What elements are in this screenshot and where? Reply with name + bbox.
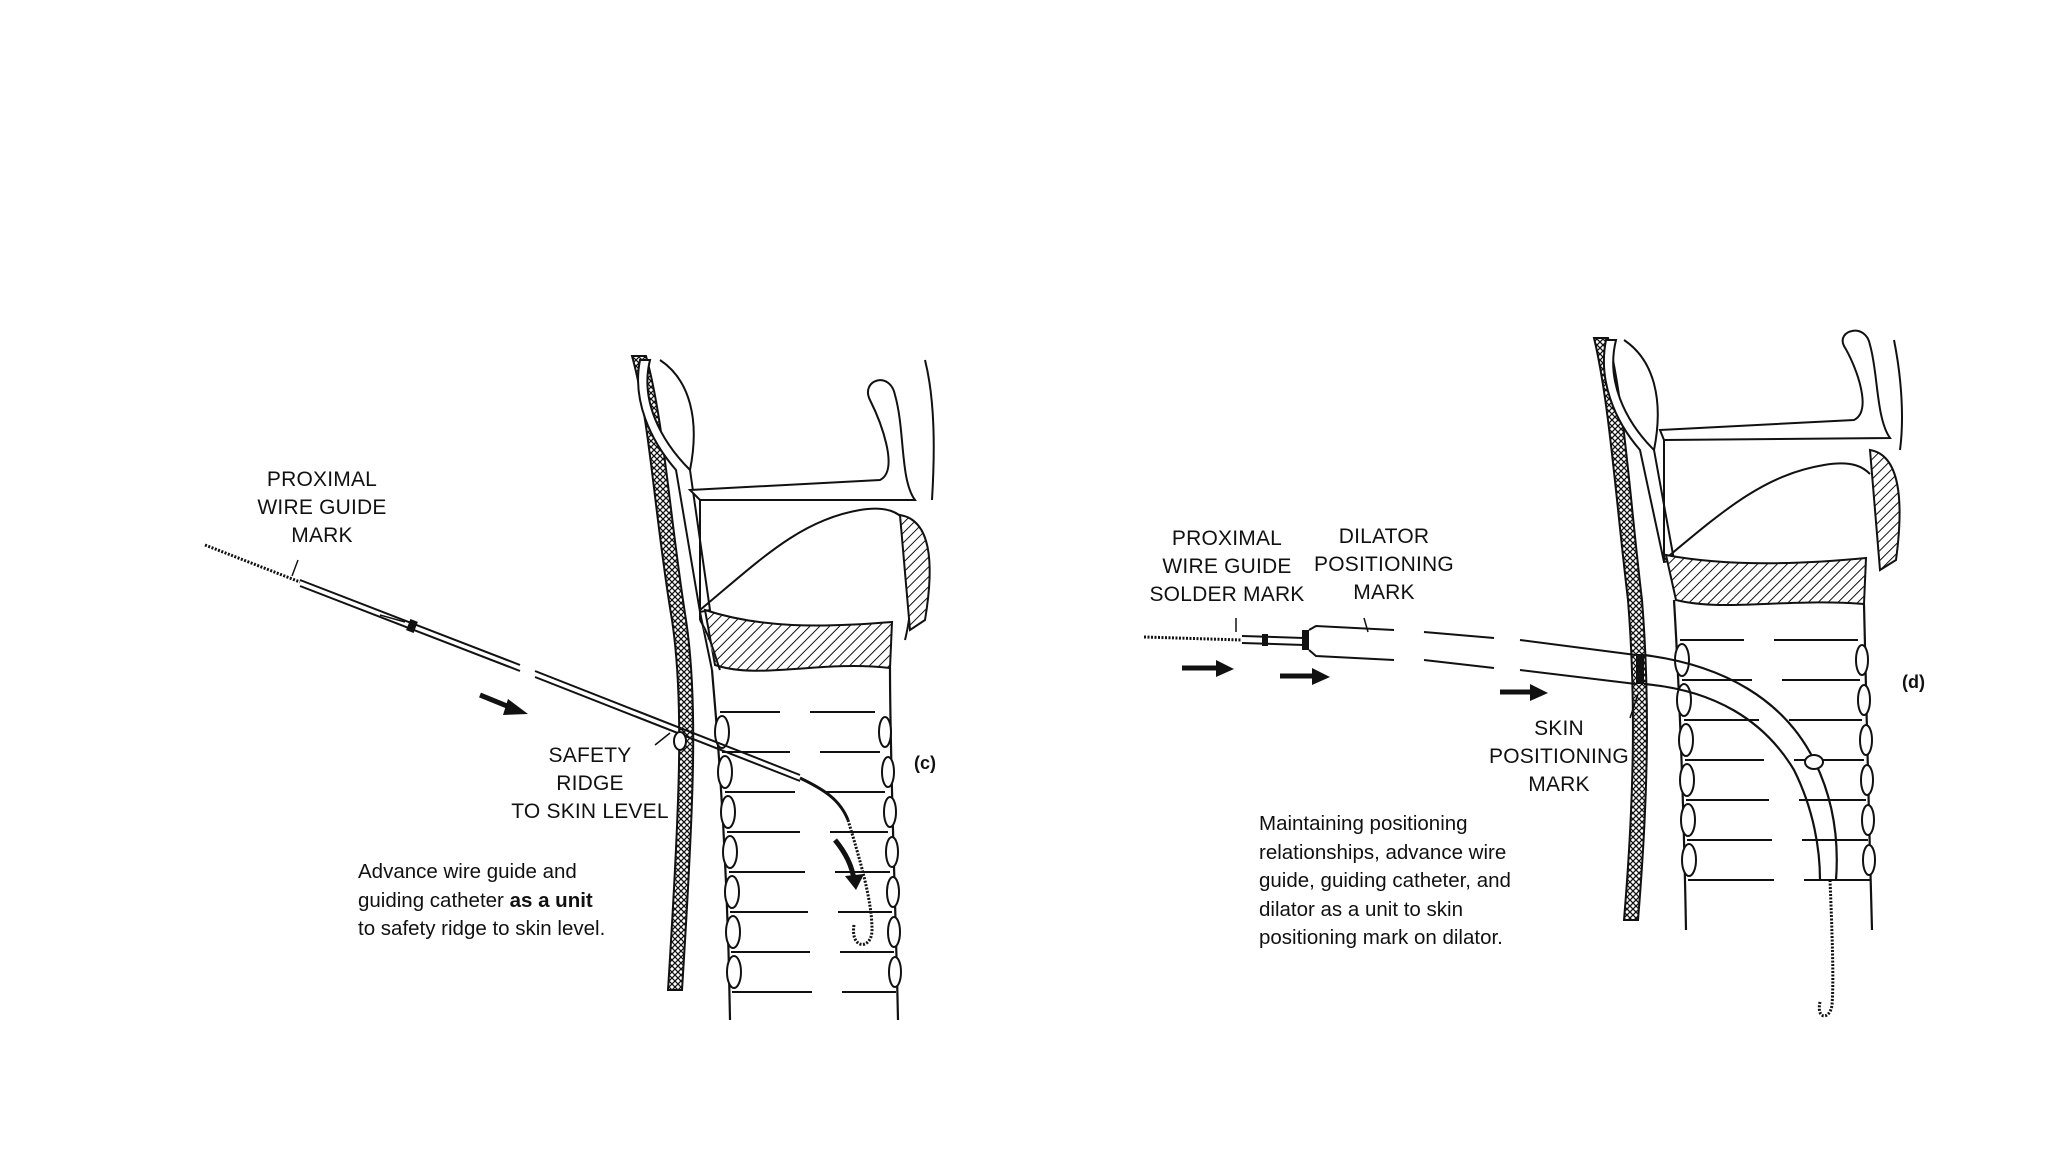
skin-positioning-mark-d: [1636, 654, 1644, 684]
wire-guide-c: [205, 545, 300, 582]
guiding-catheter-d: [1242, 636, 1304, 645]
safety-ridge-c: [674, 732, 686, 750]
hyoid-d: [1660, 331, 1890, 440]
dilator-positioning-mark-label: DILATOR POSITIONING MARK: [1314, 525, 1454, 604]
panel-d-caption: Maintaining positioning relationships, advance wire guide, guiding catheter, and dilator as a unit to skin positioning mark on dilator.: [1259, 812, 1511, 949]
wire-guide-d: [1144, 637, 1242, 640]
tracheal-rings-d: [1675, 640, 1875, 880]
panel-c-tag: (c): [914, 753, 936, 773]
proximal-wire-guide-mark-label: PROXIMAL WIRE GUIDE MARK: [257, 468, 387, 547]
advance-arrow-d-3: [1500, 684, 1548, 701]
catheter-tip-c: [800, 778, 848, 820]
solder-mark-d: [1262, 634, 1268, 646]
hyoid-c: [690, 380, 915, 500]
dilator-d: [1309, 626, 1636, 684]
thyroid-line-c: [700, 509, 905, 610]
advance-arrow-d-2: [1280, 668, 1330, 685]
advance-arrow-d-1: [1182, 660, 1234, 677]
panel-c-caption: Advance wire guide and guiding catheter as a unit to safety ridge to skin level.: [358, 860, 606, 940]
panel-d-tag: (d): [1902, 672, 1925, 692]
proximal-wire-guide-solder-mark-label: PROXIMAL WIRE GUIDE SOLDER MARK: [1149, 527, 1305, 606]
skin-band-d: [1594, 338, 1647, 920]
skin-positioning-mark-label: SKIN POSITIONING MARK: [1489, 717, 1629, 796]
curved-arrow-c: [835, 840, 854, 880]
dilator-mark-d: [1302, 630, 1309, 650]
safety-ridge-label: SAFETY RIDGE TO SKIN LEVEL: [511, 744, 669, 823]
cricoid-cartilage-d: [1666, 555, 1866, 605]
tracheal-rings-c: [715, 712, 901, 992]
advance-arrow-c: [480, 695, 528, 715]
cricoid-cartilage-c: [705, 610, 892, 671]
panel-d: [1024, 0, 2048, 1152]
wire-hook-d: [1819, 880, 1833, 1016]
